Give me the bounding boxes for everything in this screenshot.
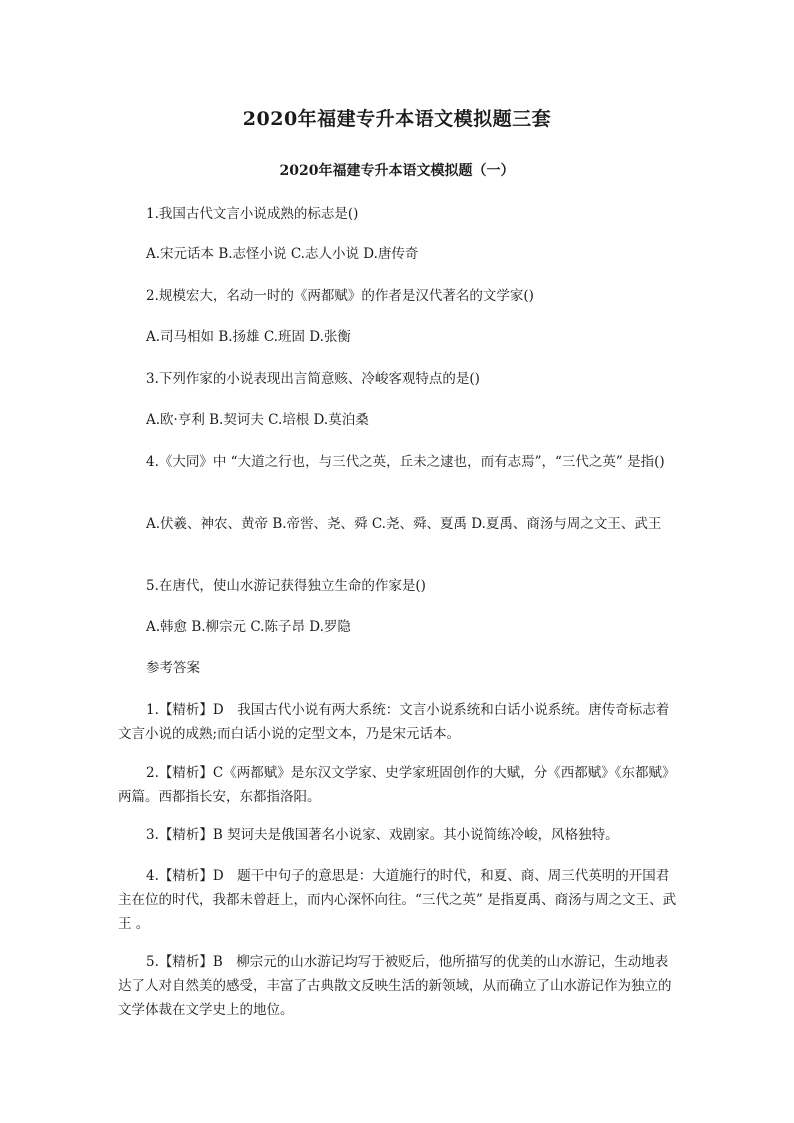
- section-title: 2020年福建专升本语文模拟题（一）: [279, 163, 515, 179]
- answer-5: 5.【精析】B 柳宗元的山水游记均写于被贬后，他所描写的优美的山水游记，生动地表达了人对自然美的感受，丰富了古典散文反映生活的新领域，从而确立了山水游记作为独立的文学体裁在文学史上的地位。: [118, 954, 672, 1018]
- question-5-options: A.韩愈 B.柳宗元 C.陈子昂 D.罗隐: [146, 619, 351, 635]
- answer-1: 1.【精析】D 我国古代小说有两大系统：文言小说系统和白话小说系统。唐传奇标志着文言小说的成熟;而白话小说的定型文本，乃是宋元话本。: [118, 702, 670, 742]
- question-1: 1.我国古代文言小说成熟的标志是(): [146, 206, 359, 222]
- question-1-options: A.宋元话本 B.志怪小说 C.志人小说 D.唐传奇: [146, 246, 419, 262]
- question-3-options: A.欧·亨利 B.契诃夫 C.培根 D.莫泊桑: [146, 412, 369, 428]
- question-4: 4.《大同》中 “大道之行也，与三代之英，丘未之逮也，而有志焉”，“三代之英” 是指(): [146, 454, 665, 470]
- document-title: 2020年福建专升本语文模拟题三套: [242, 108, 552, 130]
- answers-heading: 参考答案: [146, 660, 200, 676]
- question-5: 5.在唐代，使山水游记获得独立生命的作家是(): [146, 578, 426, 594]
- question-2-options: A.司马相如 B.扬雄 C.班固 D.张衡: [146, 329, 351, 345]
- answer-4: 4.【精析】D 题干中句子的意思是：大道施行的时代，和夏、商、周三代英明的开国君主在位的时代，我都未曾赶上，而内心深怀向往。“三代之英” 是指夏禹、商汤与周之文王、武王 。: [118, 868, 677, 932]
- answer-3: 3.【精析】B 契诃夫是俄国著名小说家、戏剧家。其小说简练冷峻，风格独特。: [146, 827, 619, 843]
- question-2: 2.规模宏大，名动一时的《两都赋》的作者是汉代著名的文学家(): [146, 288, 534, 304]
- question-4-options: A.伏羲、神农、黄帝 B.帝喾、尧、舜 C.尧、舜、夏禹 D.夏禹、商汤与周之文王、武王: [146, 516, 662, 532]
- question-3: 3.下列作家的小说表现出言简意赅、冷峻客观特点的是(): [146, 371, 480, 387]
- answer-2: 2.【精析】C《两都赋》是东汉文学家、史学家班固创作的大赋，分《西都赋》《东都赋》两篇。西都指长安，东都指洛阳。: [118, 765, 676, 805]
